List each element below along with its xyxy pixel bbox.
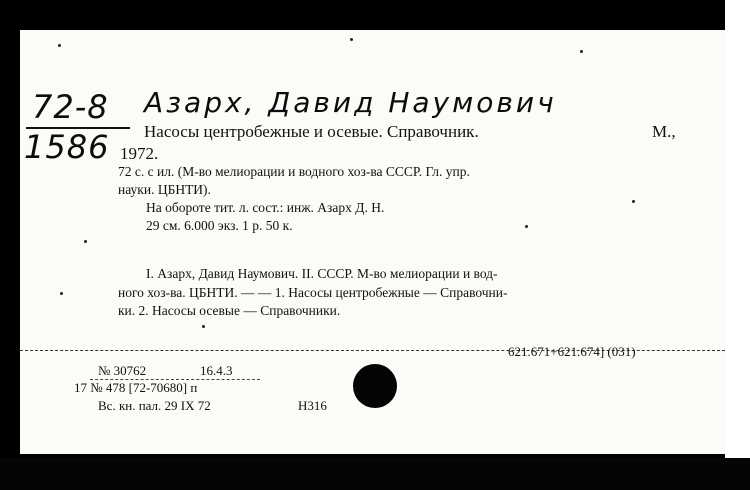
scan-speck	[60, 292, 63, 295]
scan-top-strip	[20, 0, 725, 30]
card-punch-hole	[353, 364, 397, 408]
tracing-line-1: I. Азарх, Давид Наумович. II. СССР. М-во мелиорации и вод-	[146, 266, 498, 281]
description-line-2: науки. ЦБНТИ).	[118, 182, 211, 197]
call-number-top: 72-8	[32, 88, 109, 126]
publication-place: М.,	[652, 122, 676, 141]
scan-speck	[84, 240, 87, 243]
description-line-4: 29 см. 6.000 экз. 1 р. 50 к.	[146, 218, 293, 233]
author-heading: Азарх, Давид Наумович	[144, 86, 557, 119]
udc-classification: 621.671+621.674] (031)	[508, 344, 636, 359]
scan-right-margin	[725, 0, 750, 490]
registration-number: № 30762	[98, 363, 147, 378]
scan-speck	[202, 325, 205, 328]
print-line: Вс. кн. пал. 29 IX 72	[98, 398, 211, 413]
scan-speck	[632, 200, 635, 203]
title-line: Насосы центробежные и осевые. Справочник.	[144, 122, 479, 141]
call-number-bottom: 1586	[24, 128, 110, 166]
scan-bottom-bar	[0, 458, 750, 490]
order-line: 17 № 478 [72-70680] п	[74, 380, 198, 395]
tracing-line-3: ки. 2. Насосы осевые — Справочники.	[118, 303, 341, 318]
scan-speck	[58, 44, 61, 47]
description-line-3: На обороте тит. л. сост.: инж. Азарх Д. Н.	[146, 200, 385, 215]
publication-year: 1972.	[120, 144, 159, 163]
tracing-line-2: ного хоз-ва. ЦБНТИ. — — 1. Насосы центробежные — Справочни-	[118, 285, 508, 300]
description-line-1: 72 с. с ил. (М-во мелиорации и водного хоз-ва СССР. Гл. упр.	[118, 164, 470, 179]
scan-speck	[350, 38, 353, 41]
registration-date: 16.4.3	[200, 363, 233, 378]
print-code: Н316	[298, 398, 327, 413]
catalog-card	[20, 30, 725, 454]
scan-speck	[525, 225, 528, 228]
scan-speck	[580, 50, 583, 53]
